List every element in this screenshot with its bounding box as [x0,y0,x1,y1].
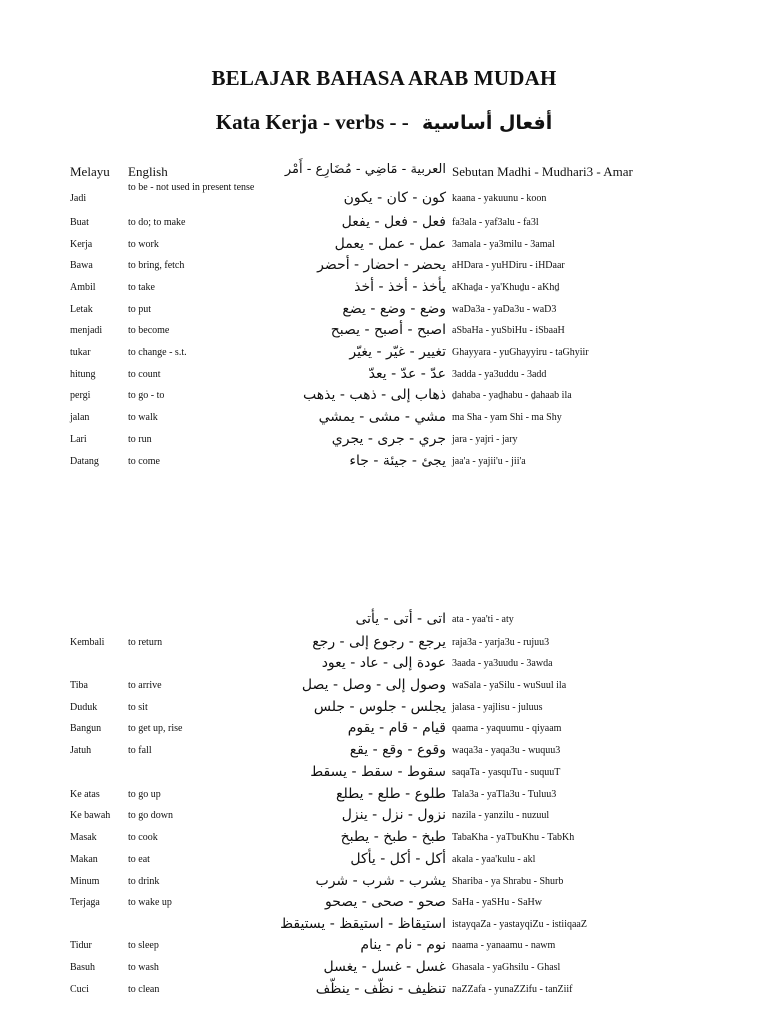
cell-english: to come [128,456,160,467]
cell-melayu: Lari [70,434,87,445]
table-row [0,677,768,697]
cell-melayu: Bangun [70,723,102,734]
table-row [0,829,768,849]
cell-sebutan: aKhaḏa - ya'Khuḏu - aKhḏ [452,282,560,293]
cell-arabic: عودة إلى - عاد - يعود [321,655,446,671]
cell-melayu: Ke atas [70,789,100,800]
cell-arabic: مشي - مشى - يمشي [318,409,446,425]
cell-sebutan: ḏahaba - yaḏhabu - ḏahaab ila [452,390,572,401]
cell-english: to go down [128,810,173,821]
cell-sebutan: aHDara - yuHDiru - iHDaar [452,260,565,271]
table-row [0,322,768,342]
cell-sebutan: Ghasala - yaGhsilu - Ghasl [452,962,561,973]
cell-melayu: Basuh [70,962,95,973]
cell-arabic: وضع - وضع - يضع [342,301,446,317]
cell-melayu: Cuci [70,984,89,995]
cell-arabic: جري - جرى - يجري [331,431,446,447]
cell-melayu: Bawa [70,260,93,271]
cell-english: to walk [128,412,158,423]
table-row [0,453,768,473]
cell-english: to go up [128,789,161,800]
cell-sebutan: Ghayyara - yuGhayyiru - taGhyiir [452,347,589,358]
table-row [0,409,768,429]
cell-melayu: Buat [70,217,89,228]
cell-arabic: عمل - عمل - يعمل [334,236,446,252]
cell-sebutan: waqa3a - yaqa3u - wuquu3 [452,745,561,756]
cell-arabic: كون - كان - يكون [343,190,446,206]
table-row [0,807,768,827]
cell-sebutan: Tala3a - yaTla3u - Tuluu3 [452,789,557,800]
table-row [0,279,768,299]
table-row [0,764,768,784]
table-row [0,236,768,256]
cell-arabic: يرجع - رجوع إلى - رجع [312,634,446,650]
cell-arabic: نزول - نزل - ينزل [341,807,446,823]
cell-arabic: وقوع - وقع - يقع [349,742,446,758]
cell-sebutan: waDa3a - yaDa3u - waD3 [452,304,557,315]
cell-sebutan: istayqaZa - yastayqiZu - istiiqaaZ [452,919,587,930]
cell-melayu: Datang [70,456,99,467]
table-row [0,937,768,957]
cell-sebutan: jalasa - yajlisu - juluus [452,702,543,713]
table-row [0,214,768,234]
table-row [0,894,768,914]
table-row [0,851,768,871]
cell-arabic: يأخذ - أخذ - أخذ [354,279,446,295]
cell-sebutan: Shariba - ya Shrabu - Shurb [452,876,564,887]
cell-melayu: pergi [70,390,91,401]
cell-arabic: يحضر - احضار - أحضر [317,257,446,273]
cell-sebutan: kaana - yakuunu - koon [452,193,547,204]
cell-arabic: اصبح - أصبح - يصبح [330,322,446,338]
cell-sebutan: qaama - yaquumu - qiyaam [452,723,562,734]
cell-melayu: Duduk [70,702,98,713]
cell-english: to bring, fetch [128,260,185,271]
table-row [0,257,768,277]
cell-sebutan: nazila - yanzilu - nuzuul [452,810,550,821]
cell-melayu: Jadi [70,193,87,204]
cell-english: to take [128,282,155,293]
cell-arabic: يجئ - جيئة - جاء [349,453,446,469]
column-header-melayu: Melayu [70,164,110,179]
cell-sebutan: aSbaHa - yuSbiHu - iSbaaH [452,325,565,336]
cell-sebutan: 3amala - ya3milu - 3amal [452,239,555,250]
cell-melayu: Makan [70,854,98,865]
cell-english: to cook [128,832,158,843]
column-header-arabic: العربية - مَاضِي - مُضَارِع - أَمْر [284,162,446,177]
cell-arabic: طلوع - طلع - يطلع [336,786,446,802]
table-row [0,873,768,893]
cell-arabic: نوم - نام - ينام [360,937,446,953]
cell-english: to sleep [128,940,159,951]
table-row [0,981,768,1001]
table-row [0,699,768,719]
subtitle-latin: Kata Kerja - verbs - - [215,110,409,134]
table-row [0,344,768,364]
cell-arabic: تنظيف - نظّف - ينظّف [315,981,446,997]
cell-sebutan: jaa'a - yajii'u - jii'a [452,456,526,467]
cell-sebutan: akala - yaa'kulu - akl [452,854,536,865]
cell-arabic: ذهاب إلى - ذهب - يذهب [303,387,446,403]
cell-sebutan: raja3a - yarja3u - rujuu3 [452,637,550,648]
cell-english: to run [128,434,152,445]
cell-melayu: tukar [70,347,91,358]
cell-melayu: Kembali [70,637,105,648]
table-row [0,655,768,675]
table-row [0,431,768,451]
cell-sebutan: waSala - yaSilu - wuSuul ila [452,680,567,691]
cell-arabic: يشرب - شرب - شرب [315,873,446,889]
cell-english: to put [128,304,152,315]
cell-melayu: Ambil [70,282,96,293]
cell-melayu: Jatuh [70,745,92,756]
cell-arabic: طبخ - طبخ - يطبخ [340,829,446,845]
table-row [0,611,768,631]
table-row [0,387,768,407]
table-row [0,634,768,654]
table-row [0,786,768,806]
cell-english: to wash [128,962,159,973]
cell-sebutan: 3adda - ya3uddu - 3add [452,369,547,380]
table-row [0,916,768,936]
cell-sebutan: jara - yajri - jary [452,434,518,445]
cell-melayu: Terjaga [70,897,100,908]
cell-sebutan: saqaTa - yasquTu - suquuT [452,767,561,778]
cell-english: to clean [128,984,160,995]
cell-melayu: Tidur [70,940,92,951]
cell-sebutan: ma Sha - yam Shi - ma Shy [452,412,562,423]
cell-melayu: jalan [70,412,90,423]
page-subtitle [0,110,768,135]
cell-melayu: Kerja [70,239,93,250]
cell-arabic: استيقاظ - استيقظ - يستيقظ [280,916,446,932]
cell-melayu: Letak [70,304,93,315]
cell-sebutan: SaHa - yaSHu - SaHw [452,897,542,908]
cell-english: to arrive [128,680,162,691]
cell-english: to count [128,369,161,380]
table-row [0,742,768,762]
cell-english: to get up, rise [128,723,183,734]
column-header-sebutan: Sebutan Madhi - Mudhari3 - Amar [452,164,633,179]
cell-sebutan: fa3ala - yaf3alu - fa3l [452,217,539,228]
cell-arabic: صحو - صحى - يصحو [325,894,446,910]
table-row [0,366,768,386]
cell-arabic: فعل - فعل - يفعل [341,214,446,230]
cell-melayu: hitung [70,369,96,380]
page-title: BELAJAR BAHASA ARAB MUDAH [211,66,557,90]
table-row [0,720,768,740]
cell-melayu: Ke bawah [70,810,111,821]
cell-sebutan: naZZafa - yunaZZifu - tanZiif [452,984,573,995]
cell-melayu: Tiba [70,680,88,691]
cell-arabic: عدّ - عدّ - يعدّ [368,366,446,382]
cell-arabic: قيام - قام - يقوم [347,720,446,736]
cell-sebutan: naama - yanaamu - nawm [452,940,556,951]
cell-english: to become [128,325,170,336]
cell-arabic: تغيير - غيّر - يغيّر [349,344,446,360]
cell-melayu: menjadi [70,325,103,336]
cell-arabic: وصول إلى - وصل - يصل [301,677,446,693]
cell-sebutan: 3aada - ya3uudu - 3awda [452,658,553,669]
cell-arabic: اتى - أتى - يأتى [355,611,446,627]
cell-melayu: Minum [70,876,100,887]
cell-english: to be - not used in present tense [128,182,255,193]
cell-english: to fall [128,745,152,756]
cell-english: to eat [128,854,150,865]
cell-english: to work [128,239,159,250]
cell-arabic: أكل - أكل - يأكل [350,851,446,867]
table-row [0,182,768,210]
cell-sebutan: TabaKha - yaTbuKhu - TabKh [452,832,575,843]
cell-melayu: Masak [70,832,97,843]
cell-english: to drink [128,876,160,887]
cell-english: to wake up [128,897,172,908]
cell-english: to return [128,637,163,648]
cell-english: to sit [128,702,148,713]
subtitle-arabic: أفعال أساسية [422,112,553,134]
cell-sebutan: ata - yaa'ti - aty [452,614,514,625]
cell-english: to go - to [128,390,165,401]
cell-arabic: غسل - غسل - يغسل [323,959,446,975]
cell-arabic: سقوط - سقط - يسقط [310,764,446,780]
column-header-english: English [128,164,168,179]
cell-english: to do; to make [128,217,186,228]
table-row [0,959,768,979]
cell-arabic: يجلس - جلوس - جلس [313,699,446,715]
table-row [0,301,768,321]
cell-english: to change - s.t. [128,347,187,358]
